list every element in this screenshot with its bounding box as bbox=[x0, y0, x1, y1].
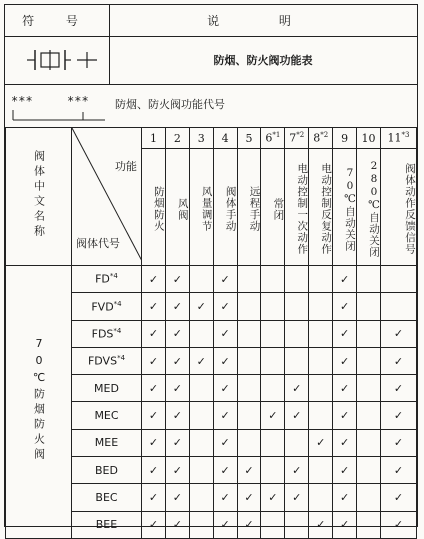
code-label: 防烟、防火阀功能代号 bbox=[115, 98, 225, 111]
check-mark-icon: ✓ bbox=[213, 429, 237, 456]
check-mark-icon: ✓ bbox=[333, 429, 357, 456]
column-number-3: 3 bbox=[189, 128, 213, 149]
check-mark-icon: ✓ bbox=[333, 375, 357, 402]
group-name: 70℃防烟防火阀 bbox=[32, 337, 46, 464]
check-cell bbox=[357, 511, 381, 538]
check-cell bbox=[261, 293, 285, 320]
check-cell bbox=[261, 266, 285, 293]
column-label-1: 防烟防火 bbox=[142, 149, 166, 266]
check-cell bbox=[309, 402, 333, 429]
check-cell bbox=[381, 293, 417, 320]
check-cell bbox=[237, 320, 261, 347]
check-mark-icon: ✓ bbox=[189, 347, 213, 374]
check-mark-icon: ✓ bbox=[165, 266, 189, 293]
check-cell bbox=[189, 266, 213, 293]
damper-code-cell: FDS$^{*4}$ bbox=[72, 320, 142, 347]
code-bracket-icon bbox=[11, 110, 111, 124]
check-mark-icon: ✓ bbox=[333, 484, 357, 511]
check-mark-icon: ✓ bbox=[285, 375, 309, 402]
check-cell bbox=[357, 375, 381, 402]
check-mark-icon: ✓ bbox=[261, 484, 285, 511]
check-cell bbox=[309, 347, 333, 374]
damper-code-cell: FD$^{*4}$ bbox=[72, 266, 142, 293]
check-mark-icon: ✓ bbox=[381, 347, 417, 374]
check-mark-icon: ✓ bbox=[237, 484, 261, 511]
check-mark-icon: ✓ bbox=[381, 511, 417, 538]
check-mark-icon: ✓ bbox=[333, 293, 357, 320]
damper-symbol-cell bbox=[5, 36, 110, 84]
check-cell bbox=[309, 457, 333, 484]
code-footnote-mark: *4 bbox=[117, 354, 126, 363]
check-mark-icon: ✓ bbox=[381, 375, 417, 402]
left-header-name-cell bbox=[6, 128, 72, 266]
function-table bbox=[5, 127, 417, 539]
code-stars-right: *** bbox=[67, 94, 89, 108]
check-cell bbox=[261, 375, 285, 402]
check-mark-icon: ✓ bbox=[213, 347, 237, 374]
diagonal-header-cell bbox=[72, 128, 142, 266]
check-mark-icon: ✓ bbox=[165, 484, 189, 511]
check-mark-icon: ✓ bbox=[165, 457, 189, 484]
check-mark-icon: ✓ bbox=[381, 320, 417, 347]
column-label-4: 阀体手动 bbox=[213, 149, 237, 266]
code-footnote-mark: *4 bbox=[109, 272, 118, 281]
check-mark-icon: ✓ bbox=[333, 266, 357, 293]
check-mark-icon: ✓ bbox=[213, 266, 237, 293]
check-cell bbox=[189, 511, 213, 538]
table-title: 防烟、防火阀功能表 bbox=[213, 54, 313, 67]
code-stars-left: *** bbox=[11, 94, 33, 108]
check-mark-icon: ✓ bbox=[165, 347, 189, 374]
check-mark-icon: ✓ bbox=[213, 293, 237, 320]
check-mark-icon: ✓ bbox=[165, 375, 189, 402]
check-mark-icon: ✓ bbox=[213, 457, 237, 484]
left-header-name: 阀体中文名称 bbox=[32, 150, 46, 240]
check-mark-icon: ✓ bbox=[285, 484, 309, 511]
check-cell bbox=[357, 429, 381, 456]
check-mark-icon: ✓ bbox=[309, 511, 333, 538]
column-number-10: 10 bbox=[357, 128, 381, 149]
check-mark-icon: ✓ bbox=[142, 266, 166, 293]
column-label-2: 风阀 bbox=[165, 149, 189, 266]
column-number-8: 8$^{*2}$ bbox=[309, 128, 333, 149]
check-cell bbox=[261, 347, 285, 374]
function-grid bbox=[5, 127, 417, 539]
code-footnote-mark: *4 bbox=[113, 326, 122, 335]
check-cell bbox=[261, 320, 285, 347]
check-cell bbox=[357, 347, 381, 374]
check-mark-icon: ✓ bbox=[142, 320, 166, 347]
code-header-label: 阀体代号 bbox=[76, 237, 120, 250]
column-number-2: 2 bbox=[165, 128, 189, 149]
check-mark-icon: ✓ bbox=[333, 457, 357, 484]
damper-code-cell: BEC bbox=[72, 484, 142, 511]
column-number-5: 5 bbox=[237, 128, 261, 149]
check-mark-icon: ✓ bbox=[213, 511, 237, 538]
check-mark-icon: ✓ bbox=[213, 402, 237, 429]
column-footnote-mark: *3 bbox=[401, 131, 410, 140]
check-cell bbox=[237, 266, 261, 293]
check-mark-icon: ✓ bbox=[165, 402, 189, 429]
check-mark-icon: ✓ bbox=[333, 347, 357, 374]
check-cell bbox=[261, 429, 285, 456]
check-cell bbox=[285, 320, 309, 347]
group-name-cell bbox=[6, 266, 72, 539]
check-cell bbox=[189, 429, 213, 456]
check-mark-icon: ✓ bbox=[261, 402, 285, 429]
check-mark-icon: ✓ bbox=[142, 457, 166, 484]
check-cell bbox=[357, 457, 381, 484]
check-cell bbox=[309, 484, 333, 511]
check-mark-icon: ✓ bbox=[309, 429, 333, 456]
check-mark-icon: ✓ bbox=[285, 457, 309, 484]
check-mark-icon: ✓ bbox=[142, 429, 166, 456]
column-label-7: 电动控制一次动作 bbox=[285, 149, 309, 266]
column-footnote-mark: *1 bbox=[272, 131, 281, 140]
symbol-header: 符 号 bbox=[5, 5, 110, 36]
damper-code-cell: MED bbox=[72, 375, 142, 402]
check-mark-icon: ✓ bbox=[237, 457, 261, 484]
column-number-6: 6$^{*1}$ bbox=[261, 128, 285, 149]
check-mark-icon: ✓ bbox=[333, 511, 357, 538]
header-row bbox=[5, 5, 417, 37]
check-cell bbox=[285, 347, 309, 374]
damper-code-cell: MEE bbox=[72, 429, 142, 456]
check-cell bbox=[285, 266, 309, 293]
check-mark-icon: ✓ bbox=[213, 375, 237, 402]
check-mark-icon: ✓ bbox=[165, 320, 189, 347]
column-number-9: 9 bbox=[333, 128, 357, 149]
column-label-3: 风量调节 bbox=[189, 149, 213, 266]
damper-code-cell: FDVS$^{*4}$ bbox=[72, 347, 142, 374]
description-header: 说 明 bbox=[207, 14, 319, 28]
check-cell bbox=[309, 320, 333, 347]
check-cell bbox=[237, 402, 261, 429]
damper-code-cell: BED bbox=[72, 457, 142, 484]
damper-code-cell: MEC bbox=[72, 402, 142, 429]
column-footnote-mark: *2 bbox=[320, 131, 329, 140]
damper-symbol-icon bbox=[5, 36, 109, 84]
check-cell bbox=[189, 402, 213, 429]
check-cell bbox=[261, 457, 285, 484]
column-number-7: 7$^{*2}$ bbox=[285, 128, 309, 149]
symbol-row bbox=[5, 36, 417, 85]
check-mark-icon: ✓ bbox=[142, 402, 166, 429]
check-mark-icon: ✓ bbox=[142, 511, 166, 538]
check-mark-icon: ✓ bbox=[142, 347, 166, 374]
check-mark-icon: ✓ bbox=[165, 293, 189, 320]
check-cell bbox=[237, 347, 261, 374]
check-cell bbox=[285, 429, 309, 456]
check-cell bbox=[261, 511, 285, 538]
check-cell bbox=[357, 484, 381, 511]
check-mark-icon: ✓ bbox=[189, 293, 213, 320]
check-mark-icon: ✓ bbox=[381, 484, 417, 511]
check-mark-icon: ✓ bbox=[142, 293, 166, 320]
column-number-1: 1 bbox=[142, 128, 166, 149]
check-mark-icon: ✓ bbox=[165, 429, 189, 456]
check-mark-icon: ✓ bbox=[237, 511, 261, 538]
column-number-11: 11$^{*3}$ bbox=[381, 128, 417, 149]
check-mark-icon: ✓ bbox=[333, 402, 357, 429]
column-label-9: 70℃自动关闭 bbox=[333, 149, 357, 266]
column-label-8: 电动控制反复动作 bbox=[309, 149, 333, 266]
check-mark-icon: ✓ bbox=[381, 429, 417, 456]
check-mark-icon: ✓ bbox=[333, 320, 357, 347]
check-mark-icon: ✓ bbox=[213, 320, 237, 347]
function-table-sheet bbox=[4, 4, 418, 532]
check-cell bbox=[357, 266, 381, 293]
check-mark-icon: ✓ bbox=[142, 375, 166, 402]
column-number-row bbox=[6, 128, 417, 149]
check-mark-icon: ✓ bbox=[381, 402, 417, 429]
check-cell bbox=[237, 429, 261, 456]
check-cell bbox=[309, 266, 333, 293]
check-cell bbox=[309, 375, 333, 402]
column-label-5: 远程手动 bbox=[237, 149, 261, 266]
check-mark-icon: ✓ bbox=[213, 484, 237, 511]
check-cell bbox=[309, 293, 333, 320]
check-mark-icon: ✓ bbox=[165, 511, 189, 538]
check-cell bbox=[189, 457, 213, 484]
table-row bbox=[6, 266, 417, 293]
check-cell bbox=[237, 293, 261, 320]
check-cell bbox=[189, 320, 213, 347]
check-cell bbox=[237, 375, 261, 402]
check-cell bbox=[357, 293, 381, 320]
check-mark-icon: ✓ bbox=[285, 402, 309, 429]
check-cell bbox=[357, 320, 381, 347]
code-row bbox=[5, 84, 417, 128]
check-mark-icon: ✓ bbox=[142, 484, 166, 511]
check-cell bbox=[285, 511, 309, 538]
code-footnote-mark: *4 bbox=[113, 299, 122, 308]
check-cell bbox=[285, 293, 309, 320]
check-cell bbox=[189, 375, 213, 402]
check-mark-icon: ✓ bbox=[381, 457, 417, 484]
check-cell bbox=[189, 484, 213, 511]
damper-code-cell: FVD$^{*4}$ bbox=[72, 293, 142, 320]
column-footnote-mark: *2 bbox=[296, 131, 305, 140]
column-number-4: 4 bbox=[213, 128, 237, 149]
function-header-label: 功能 bbox=[115, 160, 137, 173]
check-cell bbox=[357, 402, 381, 429]
check-cell bbox=[381, 266, 417, 293]
damper-code-cell: BEE bbox=[72, 511, 142, 538]
column-label-10: 280℃自动关闭 bbox=[357, 149, 381, 266]
column-label-11: 阀体动作反馈信号 bbox=[381, 149, 417, 266]
column-label-6: 常闭 bbox=[261, 149, 285, 266]
